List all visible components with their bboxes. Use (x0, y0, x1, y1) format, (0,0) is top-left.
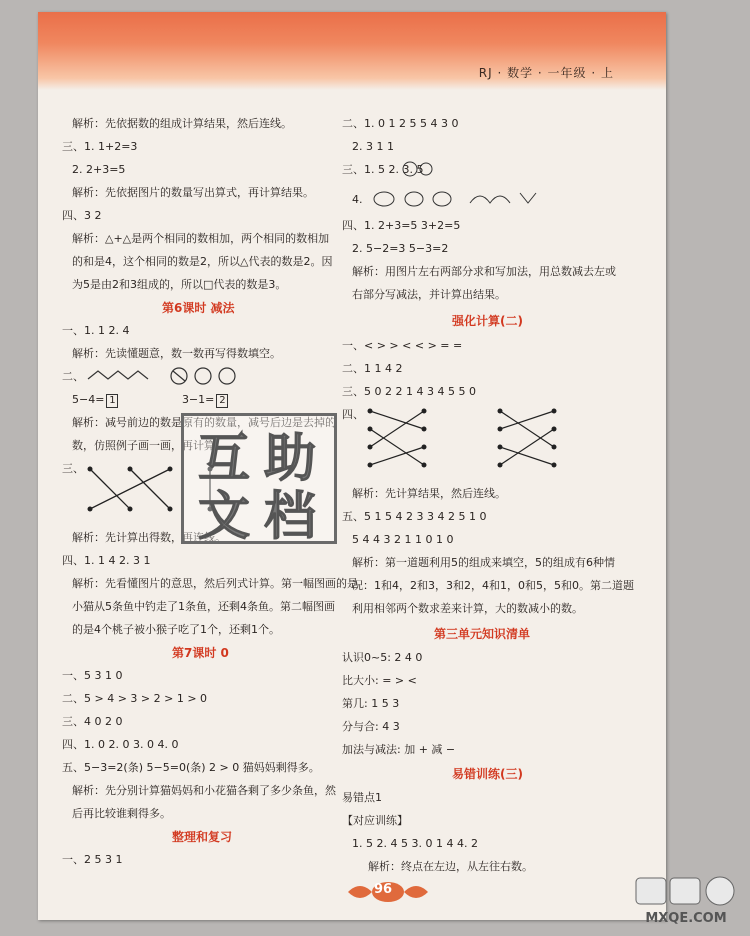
left-line: 一、5 3 1 0 (62, 669, 123, 682)
watermark-char: 档 (264, 487, 317, 547)
left-line: 解析：△+△是两个相同的数相加，两个相同的数相加 (72, 232, 330, 245)
answer-box: 2 (216, 394, 228, 408)
right-line: 加法与减法: 加 + 减 − (342, 743, 456, 756)
section-title: 易错训练(三) (452, 767, 523, 781)
page-number-badge (346, 880, 430, 904)
left-line: 后再比较谁剩得多。 (72, 807, 171, 820)
answer-box: 1 (106, 394, 118, 408)
right-line: 2. 3 1 1 (352, 140, 394, 153)
left-line: 三、4 0 2 0 (62, 715, 123, 728)
right-line: 三、1. 5 2. 3. 5 (342, 163, 424, 176)
left-line: 小猫从5条鱼中钓走了1条鱼，还剩4条鱼。第二幅图画 (72, 600, 335, 613)
equation-b: 3−1= (181, 393, 215, 406)
animal-row-drawing (370, 187, 550, 211)
left-line: 三、1. 1+2=3 (62, 140, 138, 153)
right-line: 三、5 0 2 2 1 4 3 4 5 5 0 (342, 385, 476, 398)
section-title: 第7课时 0 (172, 646, 229, 660)
left-line: 解析：先计算出得数，再连线。 (72, 531, 226, 544)
right-line: 况：1和4，2和3，3和2，4和1，0和5，5和0。第二道题 (352, 579, 634, 592)
right-line: 利用相邻两个数求差来计算，大的数减小的数。 (352, 602, 583, 615)
right-line: 解析：先计算结果，然后连线。 (352, 487, 506, 500)
left-line: 五、5−3=2(条) 5−5=0(条) 2 > 0 猫妈妈剩得多。 (62, 761, 320, 774)
right-line: 2. 5−2=3 5−3=2 (352, 242, 449, 255)
right-line: 第几: 1 5 3 (342, 697, 400, 710)
equation-a: 5−4= (72, 393, 105, 406)
section-title: 第三单元知识清单 (434, 627, 531, 641)
right-line: 一、< > > < < > = = (342, 339, 463, 352)
left-line: 解析：先看懂图片的意思，然后列式计算。第一幅图画的是 (72, 577, 358, 590)
left-line: 四、1. 0 2. 0 3. 0 4. 0 (62, 738, 179, 751)
watermark-stamp (181, 413, 337, 547)
left-line: 2. 2+3=5 (72, 163, 126, 176)
left-line: 的是4个桃子被小猴子吃了1个，还剩1个。 (72, 623, 280, 636)
left-line: 一、1. 1 2. 4 (62, 324, 130, 337)
right-line: 解析：用图片左右两部分求和写加法，用总数减去左或 (352, 265, 616, 278)
left-line: 解析：先读懂题意，数一数再写得数填空。 (72, 347, 281, 360)
left-line: 解析：先分别计算猫妈妈和小花猫各剩了多少条鱼，然 (72, 784, 336, 797)
right-line: 1. 5 2. 4 5 3. 0 1 4 4. 2 (352, 837, 478, 850)
left-line: 四、1. 1 4 2. 3 1 (62, 554, 151, 567)
right-line: 易错点1 (342, 791, 382, 804)
watermark-char: 互 (198, 429, 251, 489)
section-title: 强化计算(二) (452, 314, 523, 328)
right-line: 4. (352, 193, 363, 206)
left-line: 一、2 5 3 1 (62, 853, 123, 866)
page-header: RJ · 数学 · 一年级 · 上 (478, 66, 614, 80)
right-line: 四、1. 2+3=5 3+2=5 (342, 219, 461, 232)
section-title: 第6课时 减法 (162, 301, 235, 315)
right-line: 二、1 1 4 2 (342, 362, 403, 375)
right-line: 5 4 4 3 2 1 1 0 1 0 (352, 533, 454, 546)
left-line (72, 393, 228, 408)
page-number: 96 (374, 882, 393, 897)
left-line: 二、5 > 4 > 3 > 2 > 1 > 0 (62, 692, 208, 705)
right-line: 四、 (342, 408, 364, 421)
right-line: 认识0~5: 2 4 0 (342, 651, 423, 664)
site-watermark-logo (630, 874, 742, 930)
site-url: MXQE.COM (645, 911, 727, 926)
watermark-char: 文 (198, 487, 251, 547)
left-line: 的和是4，这个相同的数是2，所以△代表的数是2。因 (72, 255, 333, 268)
right-line: 解析：终点在左边，从左往右数。 (368, 860, 533, 873)
left-line: 解析：先依据数的组成计算结果，然后连线。 (72, 117, 292, 130)
textbook-page (38, 12, 666, 920)
left-line: 四、3 2 (62, 209, 102, 222)
left-line: 数，仿照例子画一画，再计算。 (72, 439, 226, 452)
right-line: 右部分写减法，并计算出结果。 (352, 288, 506, 301)
matching-lines (362, 405, 592, 477)
right-line: 二、1. 0 1 2 5 5 4 3 0 (342, 117, 459, 130)
drawn-figures (84, 365, 284, 387)
left-line: 解析：减号前边的数是原有的数量，减号后边是去掉的 (72, 416, 336, 429)
left-line: 为5是由2和3组成的，所以□代表的数是3。 (72, 278, 287, 291)
animal-drawing (400, 159, 440, 179)
watermark-char: 助 (264, 429, 317, 489)
right-line: 解析：第一道题利用5的组成来填空，5的组成有6种情 (352, 556, 615, 569)
left-line: 二、 (62, 370, 84, 383)
right-line: 分与合: 4 3 (342, 720, 400, 733)
section-title: 整理和复习 (172, 830, 233, 844)
right-line: 【对应训练】 (342, 814, 408, 827)
right-line: 比大小: = > < (342, 674, 417, 687)
left-line: 三、 (62, 462, 84, 475)
right-line: 五、5 1 5 4 2 3 3 4 2 5 1 0 (342, 510, 487, 523)
left-line: 解析：先依据图片的数量写出算式，再计算结果。 (72, 186, 314, 199)
